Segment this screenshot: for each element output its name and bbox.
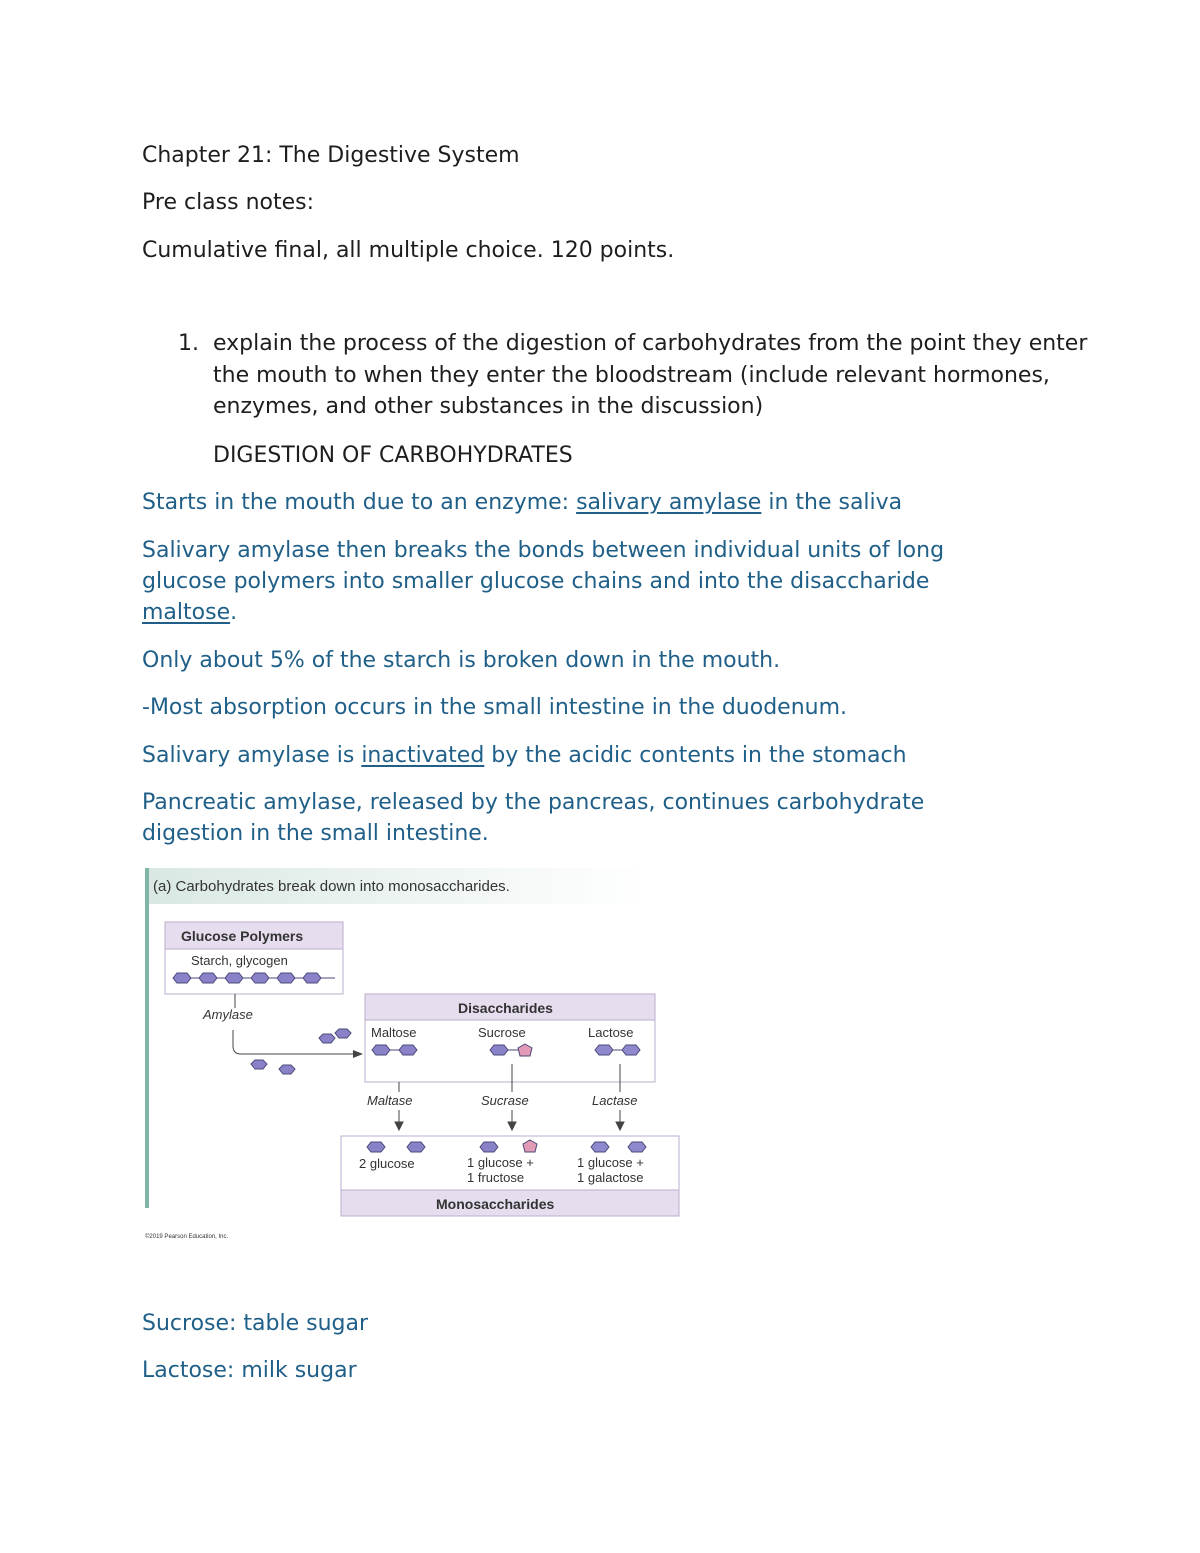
- question-text: explain the process of the digestion of carbohydrates from the point they enter the mouth to when they enter the bloodstream (include relevant hormones, enzymes, and other substances in the discussion): [213, 331, 1088, 419]
- def-lactose: Lactose: milk sugar: [142, 1358, 357, 1383]
- section-heading: DIGESTION OF CARBOHYDRATES: [213, 443, 573, 468]
- note-salivary-breaks-line3: maltose.: [142, 600, 238, 625]
- disaccharides-title: Disaccharides: [458, 1000, 553, 1016]
- figure-copyright: ©2019 Pearson Education, Inc.: [145, 1234, 229, 1240]
- product-3-line1: 1 glucose +: [577, 1155, 644, 1170]
- note-pancreatic-line2: digestion in the small intestine.: [142, 821, 489, 846]
- glucose-polymers-sub: Starch, glycogen: [191, 953, 288, 968]
- product-2-line1: 1 glucose +: [467, 1155, 534, 1170]
- note-salivary-breaks-line1: Salivary amylase then breaks the bonds between individual units of long: [142, 538, 945, 563]
- maltose-label: Maltose: [371, 1025, 417, 1040]
- amylase-label: Amylase: [203, 1007, 253, 1022]
- figure-left-rule: [145, 868, 149, 1208]
- glucose-polymers-title: Glucose Polymers: [181, 928, 304, 944]
- def-sucrose: Sucrose: table sugar: [142, 1311, 369, 1336]
- salivary-amylase-term: salivary amylase: [576, 490, 762, 515]
- figure-caption: (a) Carbohydrates break down into monosaccharides.: [153, 878, 510, 895]
- maltase-label: Maltase: [367, 1093, 413, 1108]
- note-starts-in-mouth: Starts in the mouth due to an enzyme: salivary amylase in the saliva: [142, 490, 903, 515]
- note-pancreatic-line1: Pancreatic amylase, released by the pancreas, continues carbohydrate: [142, 790, 925, 815]
- question-number: 1.: [178, 331, 199, 356]
- product-2-glucose: 2 glucose: [359, 1156, 415, 1171]
- pre-class-label: Pre class notes:: [142, 190, 315, 215]
- inactivated-term: inactivated: [361, 743, 485, 768]
- note-five-percent: Only about 5% of the starch is broken down in the mouth.: [142, 648, 781, 673]
- note-absorption: -Most absorption occurs in the small intestine in the duodenum.: [142, 695, 848, 720]
- product-2-line2: 1 fructose: [467, 1170, 525, 1185]
- product-3-line2: 1 galactose: [577, 1170, 644, 1185]
- lactase-label: Lactase: [592, 1093, 638, 1108]
- sucrase-label: Sucrase: [481, 1093, 529, 1108]
- sucrose-label: Sucrose: [478, 1025, 526, 1040]
- page-title: Chapter 21: The Digestive System: [142, 143, 520, 168]
- note-inactivated: Salivary amylase is inactivated by the acidic contents in the stomach: [142, 743, 907, 768]
- monosaccharides-title: Monosaccharides: [436, 1196, 555, 1212]
- final-info: Cumulative final, all multiple choice. 120 points.: [142, 238, 675, 263]
- note-salivary-breaks-line2: glucose polymers into smaller glucose chains and into the disaccharide: [142, 569, 930, 594]
- maltose-term: maltose: [142, 600, 231, 625]
- carbohydrate-diagram: [145, 868, 685, 1240]
- lactose-label: Lactose: [588, 1025, 634, 1040]
